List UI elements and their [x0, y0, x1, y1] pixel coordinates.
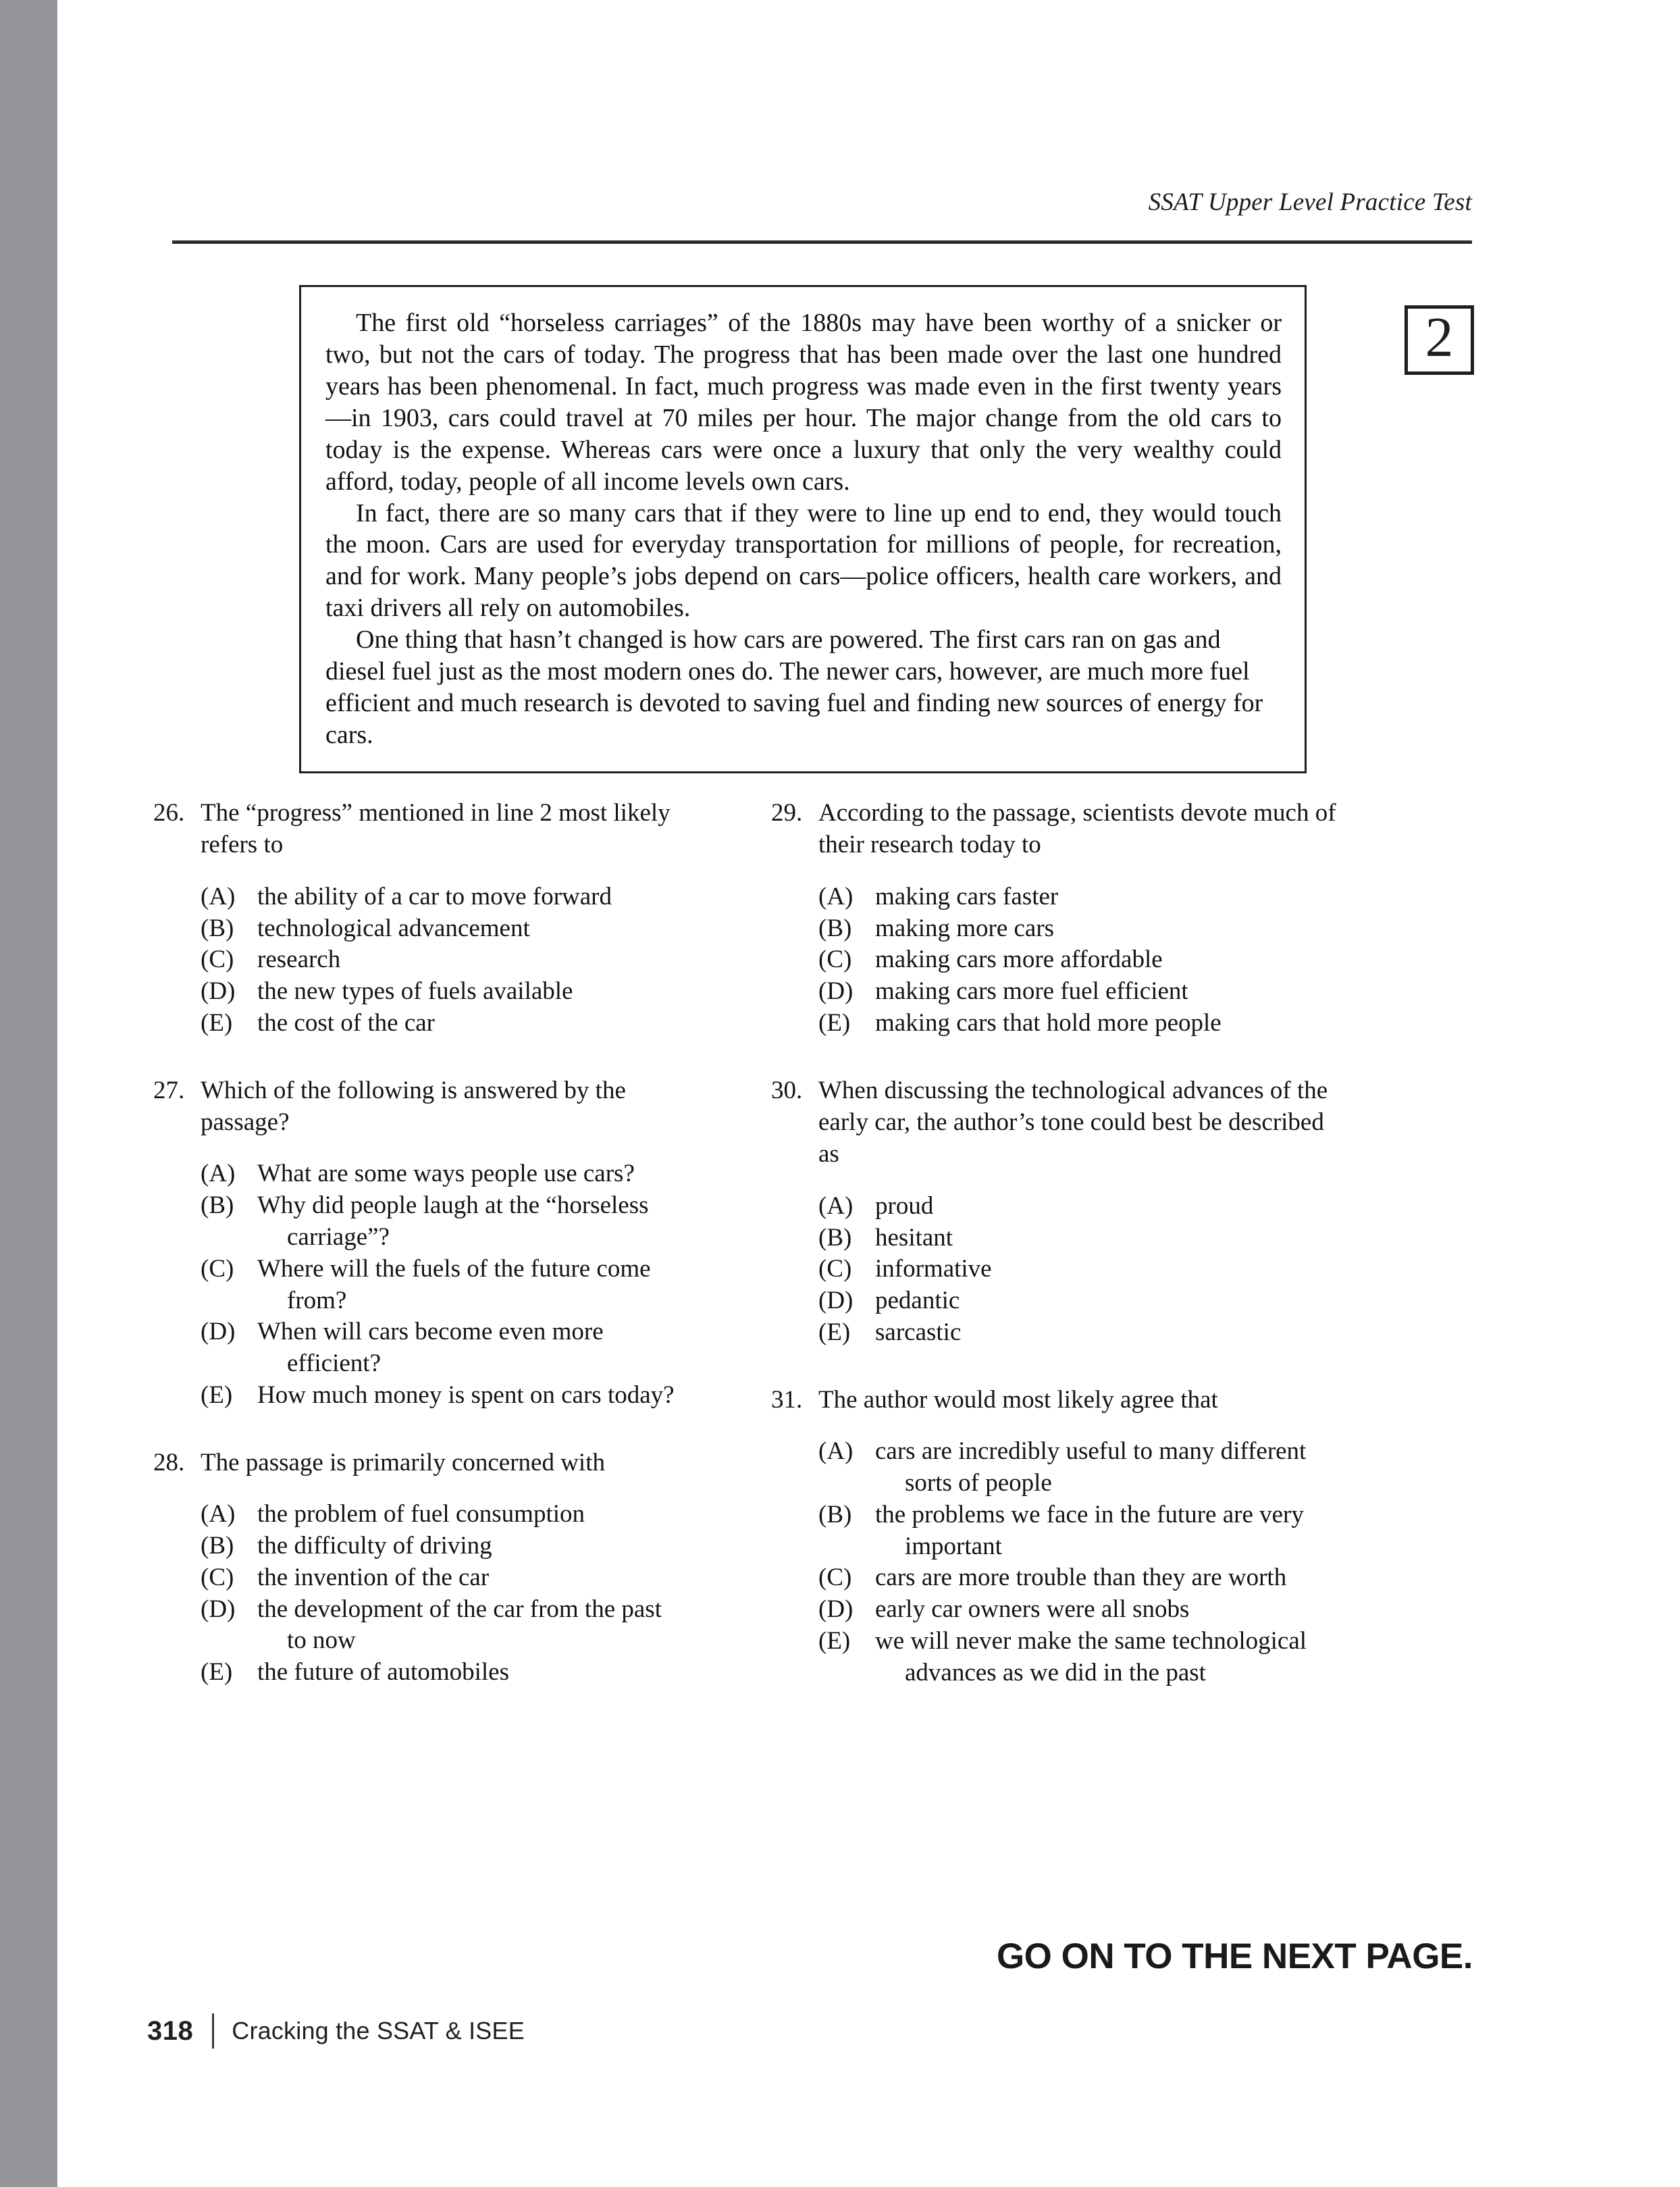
question-item: [152, 1447, 719, 1689]
choice-letter: (D): [201, 977, 236, 1006]
question-item: [152, 797, 719, 1039]
choice-text: How much money is spent on cars today?: [257, 1381, 675, 1409]
choice-text-continuation: carriage”?: [287, 1223, 390, 1252]
choice-letter: (B): [201, 914, 234, 942]
answer-choice[interactable]: [201, 913, 719, 945]
answer-choice[interactable]: [201, 881, 719, 913]
answer-choices: [152, 881, 719, 1039]
choice-text: the problems we face in the future are very important: [874, 1499, 1337, 1563]
question-number: 28.: [153, 1448, 185, 1476]
choice-letter: (B): [201, 1191, 234, 1220]
choice-letter: (B): [201, 1531, 234, 1560]
question-stem: The passage is primarily concerned with: [201, 1448, 605, 1476]
answer-choice[interactable]: [201, 976, 719, 1008]
choice-letter: (D): [818, 977, 854, 1006]
choice-text: informative: [875, 1255, 992, 1283]
answer-choices: [770, 1436, 1337, 1689]
page-number: 318: [147, 2015, 194, 2046]
answer-choice[interactable]: [818, 1223, 1337, 1254]
question-stem: According to the passage, scientists devote much of their research today to: [818, 799, 1336, 859]
answer-choice[interactable]: [201, 1316, 719, 1380]
question-number: 27.: [153, 1076, 185, 1104]
answer-choice[interactable]: [201, 944, 719, 976]
question-number: 26.: [153, 799, 185, 827]
answer-choice[interactable]: [201, 1499, 719, 1530]
choice-letter: (C): [818, 1564, 852, 1592]
question-heading: [152, 1075, 719, 1139]
answer-choice[interactable]: [201, 1158, 719, 1190]
choice-letter: (B): [818, 914, 852, 942]
choice-letter: (B): [818, 1500, 852, 1528]
answer-choice[interactable]: [818, 976, 1337, 1008]
question-item: [152, 1075, 719, 1412]
passage-paragraph: The first old “horseless carriages” of the 1880s may have been worthy of a snicker or two, but not the cars of today. The progress that has been made over the last one hundred years has been phenomenal. In fact, much progress was made even in the first twenty years—in 1903, cars could travel at 70 miles per hour. The major change from the old cars to today is the expense. Whereas cars were once a luxury that only the very wealthy could afford, today, people of all income levels own cars.: [325, 309, 1282, 496]
choice-letter: (A): [818, 1437, 854, 1466]
section-number-box: [1405, 305, 1474, 375]
choice-letter: (E): [201, 1381, 233, 1409]
choice-text: the problem of fuel consumption: [257, 1500, 585, 1528]
choice-text: When will cars become even more efficient?: [256, 1316, 719, 1380]
page-canvas: [57, 0, 1680, 2187]
answer-choice[interactable]: [818, 1191, 1337, 1223]
answer-choices: [770, 1191, 1337, 1349]
answer-choice[interactable]: [818, 1285, 1337, 1317]
choice-text: we will never make the same technological advances as we did in the past: [874, 1626, 1337, 1689]
question-stem: When discussing the technological advances of the early car, the author’s tone could best be described as: [818, 1076, 1328, 1168]
section-number: 2: [1425, 305, 1454, 369]
question-heading: [770, 797, 1337, 861]
question-heading: [770, 1384, 1337, 1416]
left-gray-margin-bar: [0, 0, 57, 2187]
choice-text: the new types of fuels available: [257, 977, 573, 1006]
answer-choice[interactable]: [818, 881, 1337, 913]
choice-text: Where will the fuels of the future come from?: [256, 1254, 719, 1317]
answer-choice[interactable]: [201, 1190, 719, 1254]
choice-letter: (B): [818, 1223, 852, 1252]
answer-choices: [770, 881, 1337, 1039]
page-footer: [147, 2013, 525, 2049]
choice-text: the difficulty of driving: [257, 1531, 492, 1560]
choice-letter: (E): [818, 1008, 851, 1037]
choice-letter: (A): [201, 882, 236, 910]
choice-text: research: [257, 946, 341, 974]
choice-letter: (C): [201, 946, 234, 974]
choice-text: the cost of the car: [257, 1008, 435, 1037]
choice-text: making cars more affordable: [875, 946, 1163, 974]
footer-divider: [212, 2013, 214, 2049]
questions-column-right: [770, 797, 1337, 1724]
choice-letter: (E): [201, 1008, 233, 1037]
choice-text-continuation: important: [905, 1532, 1002, 1560]
answer-choice[interactable]: [818, 944, 1337, 976]
choice-letter: (C): [201, 1563, 234, 1591]
answer-choice[interactable]: [818, 1254, 1337, 1285]
choice-letter: (C): [201, 1254, 234, 1283]
passage-paragraph: One thing that hasn’t changed is how cars are powered. The first cars ran on gas and diesel fuel just as the most modern ones do. The newer cars, however, are much more fuel efficient and much research is devoted to saving fuel and finding new sources of energy for cars.: [325, 625, 1263, 749]
answer-choice[interactable]: [201, 1380, 719, 1412]
choice-text: making cars faster: [875, 882, 1059, 910]
answer-choice[interactable]: [818, 1594, 1337, 1626]
question-heading: [152, 1447, 719, 1478]
answer-choice[interactable]: [818, 1317, 1337, 1349]
choice-text-continuation: sorts of people: [905, 1468, 1052, 1497]
answer-choice[interactable]: [818, 1562, 1337, 1594]
answer-choice[interactable]: [818, 1499, 1337, 1563]
answer-choice[interactable]: [201, 1594, 719, 1657]
choice-letter: (D): [201, 1318, 236, 1346]
choice-letter: (A): [201, 1160, 236, 1188]
question-item: [770, 797, 1337, 1039]
choice-text: What are some ways people use cars?: [257, 1160, 635, 1188]
answer-choice[interactable]: [818, 1626, 1337, 1689]
choice-letter: (D): [818, 1595, 854, 1624]
question-number: 31.: [771, 1385, 803, 1414]
choice-text-continuation: from?: [287, 1286, 347, 1314]
choice-text: the invention of the car: [257, 1563, 490, 1591]
choice-text: making cars that hold more people: [875, 1008, 1222, 1037]
reading-passage-box: [299, 285, 1307, 773]
answer-choices: [152, 1499, 719, 1689]
choice-text: making cars more fuel efficient: [875, 977, 1188, 1006]
choice-text: sarcastic: [875, 1318, 962, 1346]
question-stem: The author would most likely agree that: [818, 1385, 1218, 1414]
choice-text-continuation: to now: [287, 1626, 356, 1655]
answer-choice[interactable]: [201, 1008, 719, 1039]
passage-paragraph: In fact, there are so many cars that if they were to line up end to end, they would touch the moon. Cars are used for everyday transportation for millions of people, for recreation, and for work. Many people’s jobs depend on cars—police officers, health care workers, and taxi drivers all rely on automobiles.: [325, 498, 1282, 623]
question-stem: The “progress” mentioned in line 2 most likely refers to: [201, 799, 671, 859]
answer-choice[interactable]: [201, 1657, 719, 1689]
answer-choices: [152, 1158, 719, 1411]
choice-text: early car owners were all snobs: [875, 1595, 1190, 1624]
choice-letter: (A): [201, 1500, 236, 1528]
choice-letter: (D): [818, 1287, 854, 1315]
choice-letter: (D): [201, 1595, 236, 1623]
question-heading: [770, 1075, 1337, 1170]
choice-text: the future of automobiles: [257, 1658, 509, 1687]
answer-choice[interactable]: [201, 1530, 719, 1562]
choice-text-continuation: efficient?: [287, 1349, 382, 1378]
question-number: 30.: [771, 1076, 803, 1104]
header-rule-line: [172, 240, 1472, 244]
choice-text: cars are more trouble than they are worth: [875, 1564, 1287, 1592]
choice-letter: (A): [818, 1191, 854, 1220]
answer-choice[interactable]: [201, 1254, 719, 1317]
choice-letter: (C): [818, 946, 852, 974]
book-title: Cracking the SSAT & ISEE: [232, 2017, 525, 2044]
go-on-to-next-page-notice: GO ON TO THE NEXT PAGE.: [996, 1936, 1473, 1976]
running-head: SSAT Upper Level Practice Test: [1148, 188, 1472, 216]
question-stem: Which of the following is answered by the passage?: [201, 1076, 626, 1137]
answer-choice[interactable]: [818, 1436, 1337, 1499]
answer-choice[interactable]: [818, 1008, 1337, 1039]
question-number: 29.: [771, 799, 803, 827]
choice-text: the development of the car from the past to now: [256, 1594, 719, 1657]
answer-choice[interactable]: [818, 913, 1337, 945]
choice-text: cars are incredibly useful to many different sorts of people: [874, 1436, 1337, 1499]
choice-letter: (E): [818, 1626, 851, 1655]
choice-letter: (E): [201, 1658, 233, 1687]
choice-text: Why did people laugh at the “horseless carriage”?: [256, 1190, 719, 1254]
choice-text: proud: [875, 1191, 934, 1220]
question-heading: [152, 797, 719, 861]
choice-letter: (E): [818, 1318, 851, 1346]
question-item: [770, 1384, 1337, 1689]
choice-letter: (A): [818, 882, 854, 910]
answer-choice[interactable]: [201, 1562, 719, 1594]
choice-text: hesitant: [875, 1223, 953, 1252]
choice-text: pedantic: [875, 1287, 960, 1315]
choice-letter: (C): [818, 1255, 852, 1283]
question-item: [770, 1075, 1337, 1349]
choice-text-continuation: advances as we did in the past: [905, 1658, 1206, 1687]
questions-column-left: [152, 797, 719, 1724]
choice-text: technological advancement: [257, 914, 530, 942]
choice-text: the ability of a car to move forward: [257, 882, 612, 910]
choice-text: making more cars: [875, 914, 1055, 942]
